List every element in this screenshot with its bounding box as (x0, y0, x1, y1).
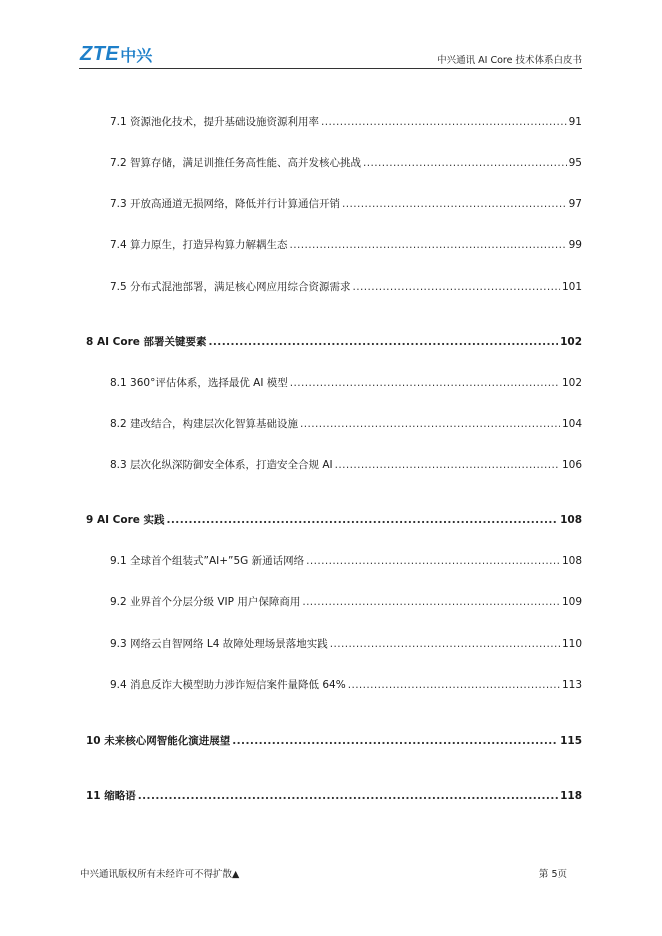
toc-entry-title: 8.1 360°评估体系，选择最优 AI 模型 (110, 377, 288, 389)
toc-entry[interactable] (86, 512, 582, 526)
toc-entry-title: 9.4 消息反诈大模型助力涉诈短信案件量降低 64% (110, 679, 346, 691)
toc-entry-title: 11 缩略语 (86, 790, 136, 802)
toc-entry[interactable] (86, 155, 582, 169)
toc-page-number: 108 (561, 555, 582, 567)
toc-dot-leader (335, 459, 560, 471)
toc-dot-leader (330, 638, 560, 650)
toc-dot-leader (363, 157, 567, 169)
toc-entry-title: 9.3 网络云自智网络 L4 故障处理场景落地实践 (110, 638, 328, 650)
toc-dot-leader (302, 596, 560, 608)
header-title: 中兴通讯 AI Core 技术体系白皮书 (437, 55, 582, 66)
toc-entry-title: 8.2 建改结合，构建层次化智算基础设施 (110, 418, 299, 430)
toc-page-number: 97 (568, 198, 582, 210)
footer-page-number: 第 5页 (538, 869, 567, 880)
toc-entry-title: 7.4 算力原生，打造异构算力解耦生态 (110, 239, 288, 251)
toc-entry[interactable] (86, 636, 582, 650)
toc-entry[interactable] (86, 457, 582, 471)
toc-entry[interactable] (86, 237, 582, 251)
toc-page-number: 91 (568, 116, 582, 128)
toc-entry-title: 7.1 资源池化技术，提升基础设施资源利用率 (110, 116, 320, 128)
toc-entry-title: 7.3 开放高通道无损网络，降低并行计算通信开销 (110, 198, 341, 210)
toc-page-number: 113 (561, 679, 582, 691)
logo-cjk-text: 中兴 (120, 45, 153, 65)
toc-page-number: 101 (561, 281, 582, 293)
toc-page-number: 104 (561, 418, 582, 430)
toc-dot-leader (290, 239, 567, 251)
toc-page-number: 115 (560, 735, 582, 747)
toc-entry[interactable] (86, 279, 582, 293)
toc-dot-leader (209, 336, 559, 348)
toc-page-number: 95 (568, 157, 582, 169)
toc-dot-leader (348, 679, 560, 691)
toc-page-number: 106 (561, 459, 582, 471)
toc-entry-title: 10 未来核心网智能化演进展望 (86, 735, 231, 747)
toc-dot-leader (290, 377, 560, 389)
toc-dot-leader (306, 555, 560, 567)
toc-page-number: 109 (561, 596, 582, 608)
toc-entry[interactable] (86, 733, 582, 747)
toc-page-number: 102 (561, 377, 582, 389)
footer-copyright: 中兴通讯版权所有未经许可不得扩散▲ (80, 869, 240, 880)
toc-page-number: 102 (560, 336, 582, 348)
toc-entry[interactable] (86, 114, 582, 128)
toc-page-number: 110 (561, 638, 582, 650)
toc-entry-title: 7.5 分布式混池部署，满足核心网应用综合资源需求 (110, 281, 351, 293)
toc-page-number: 99 (568, 239, 582, 251)
toc-dot-leader (353, 281, 560, 293)
toc-entry-title: 8.3 层次化纵深防御安全体系，打造安全合规 AI (110, 459, 333, 471)
table-of-contents (86, 0, 582, 936)
toc-page-number: 118 (560, 790, 582, 802)
toc-dot-leader (300, 418, 560, 430)
toc-entry-title: 9.2 业界首个分层分级 VIP 用户保障商用 (110, 596, 301, 608)
toc-dot-leader (321, 116, 567, 128)
logo-latin-text: ZTE (80, 42, 120, 65)
toc-dot-leader (138, 790, 558, 802)
toc-dot-leader (232, 735, 558, 747)
toc-entry[interactable] (86, 196, 582, 210)
toc-dot-leader (167, 514, 559, 526)
toc-entry[interactable] (86, 788, 582, 802)
toc-dot-leader (342, 198, 567, 210)
toc-entry-title: 7.2 智算存储，满足训推任务高性能、高并发核心挑战 (110, 157, 362, 169)
toc-entry-title: 9 AI Core 实践 (86, 514, 165, 526)
toc-entry-title: 8 AI Core 部署关键要素 (86, 336, 207, 348)
toc-entry[interactable] (86, 334, 582, 348)
toc-entry[interactable] (86, 416, 582, 430)
toc-entry-title: 9.1 全球首个组装式”AI+”5G 新通话网络 (110, 555, 305, 567)
toc-page-number: 108 (560, 514, 582, 526)
toc-entry[interactable] (86, 375, 582, 389)
toc-entry[interactable] (86, 677, 582, 691)
toc-entry[interactable] (86, 594, 582, 608)
toc-entry[interactable] (86, 553, 582, 567)
